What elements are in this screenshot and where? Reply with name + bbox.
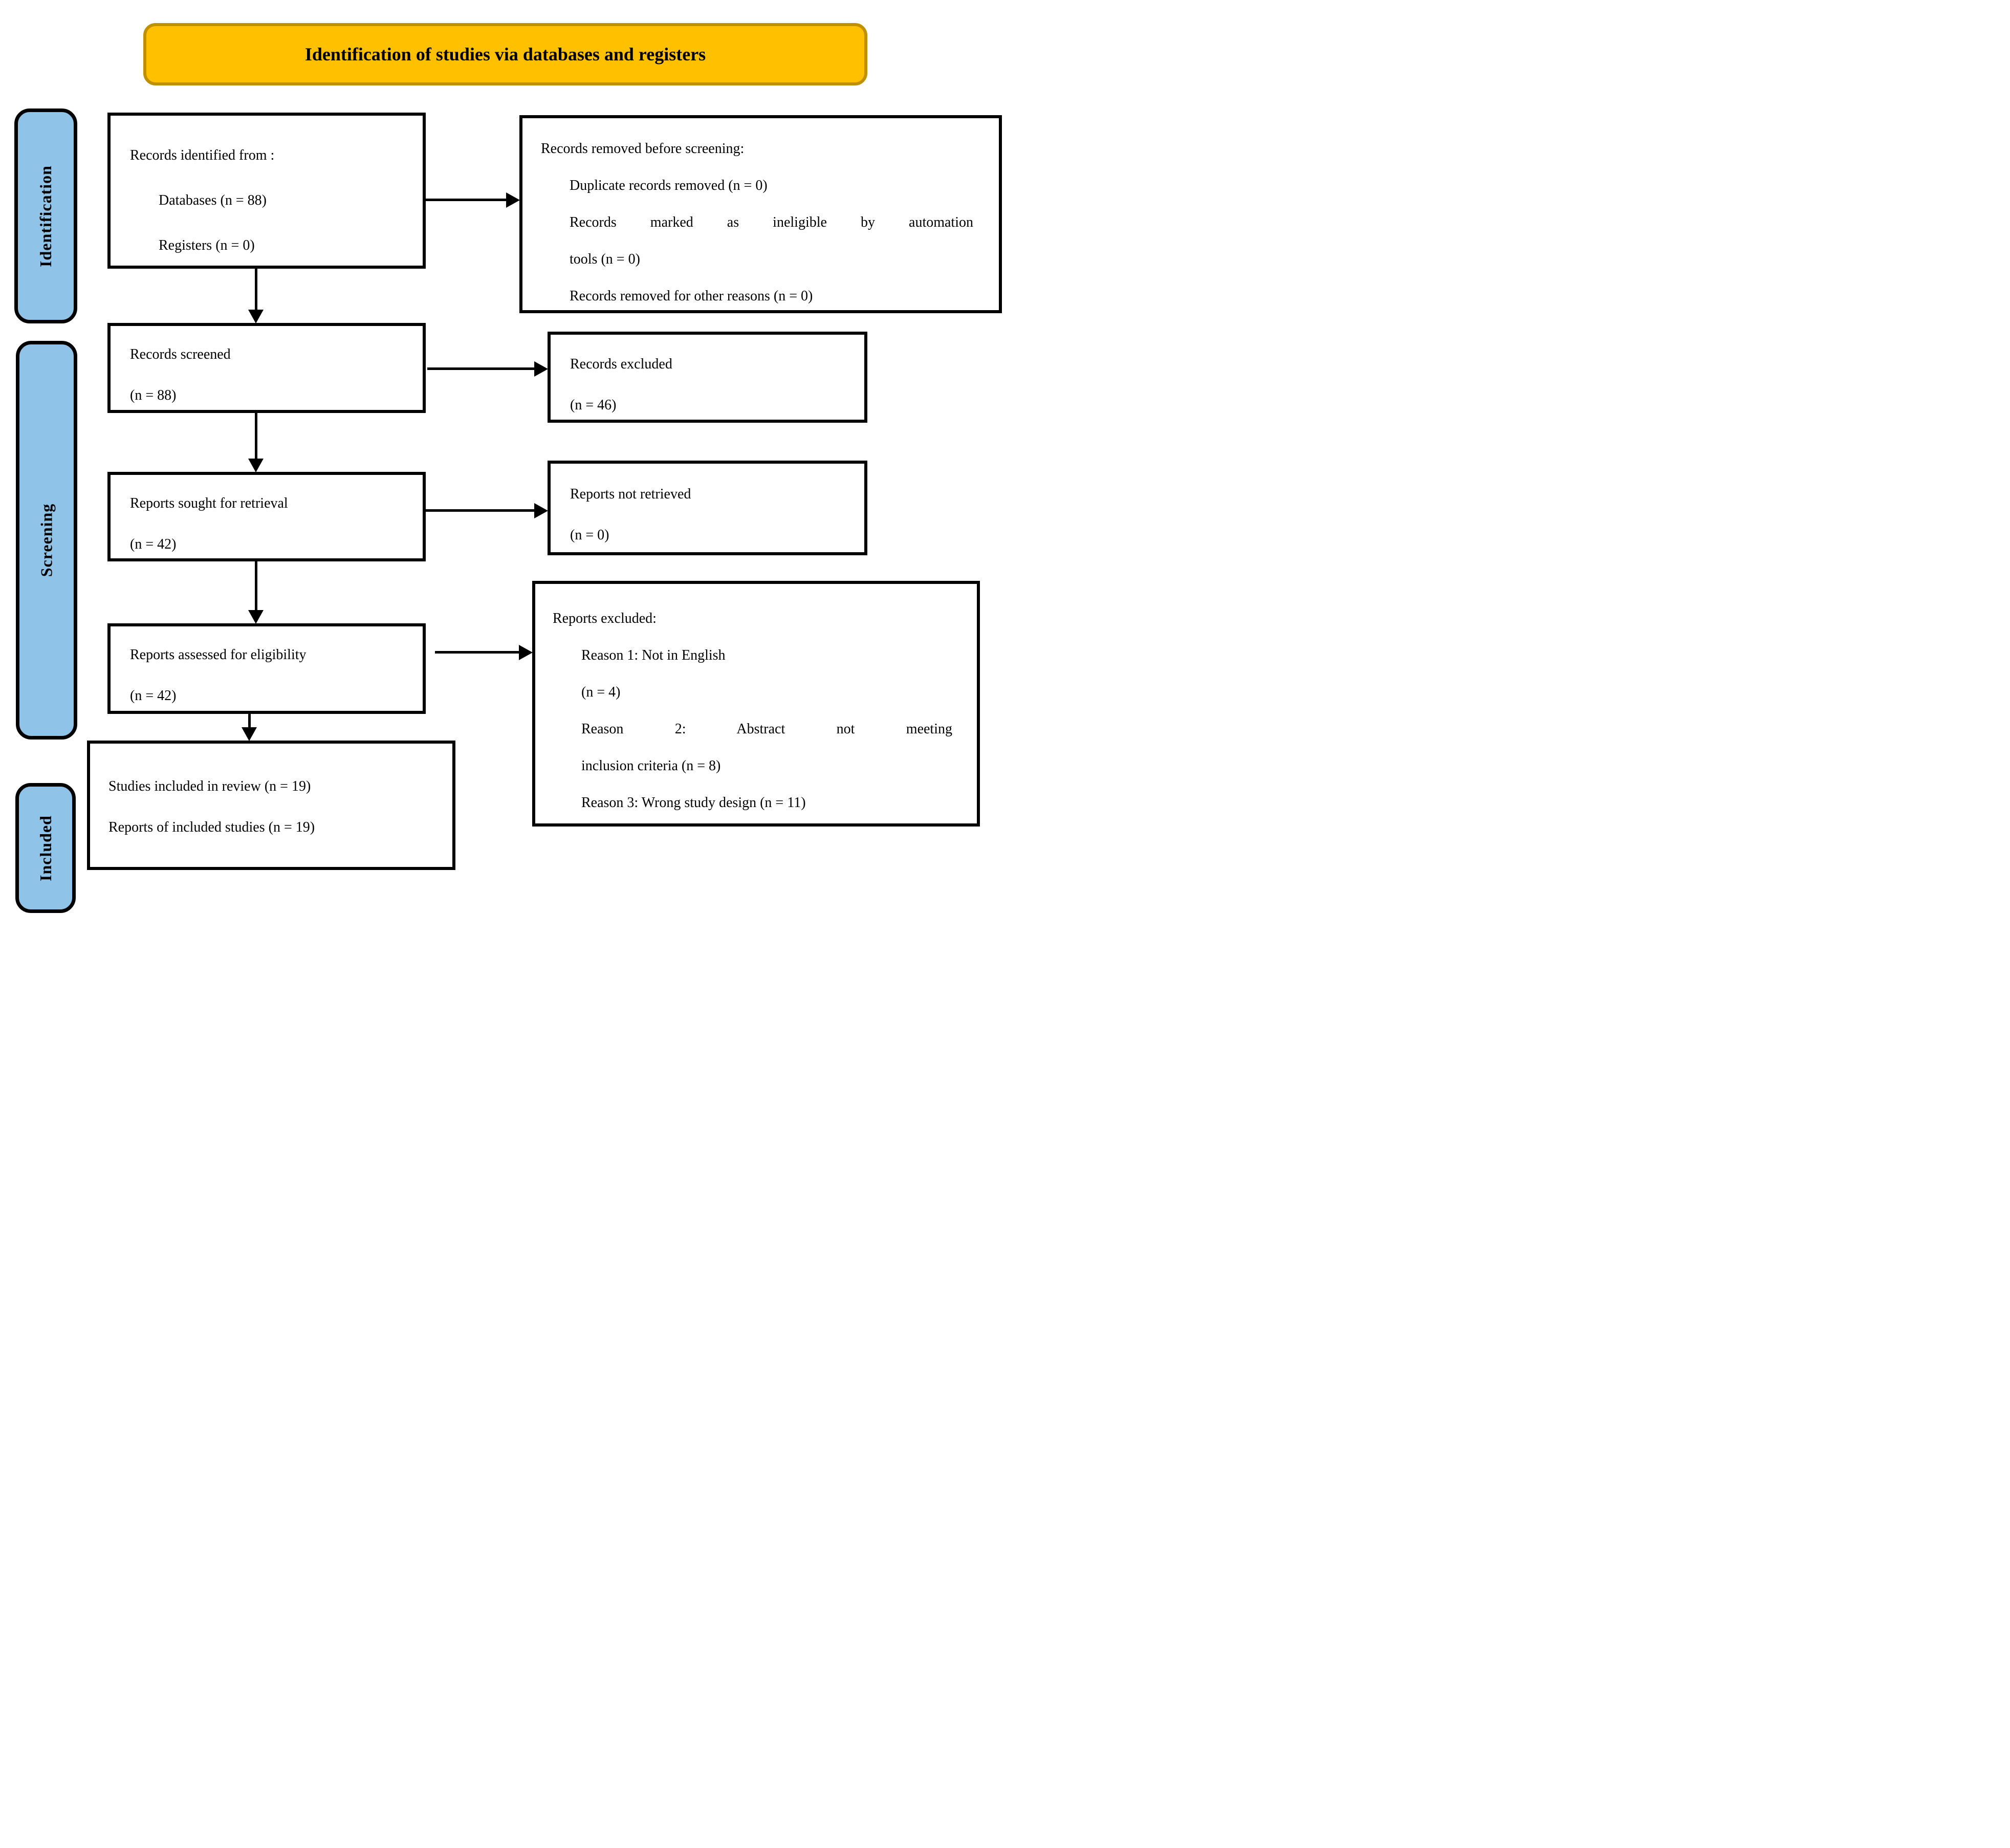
records-excluded-box: [548, 332, 867, 423]
stage-label-included-text: Included: [36, 815, 55, 881]
diagram-title: Identification of studies via databases and registers: [304, 44, 706, 64]
arrow-screened-to-sought-line: [255, 413, 257, 459]
box-line: Records removed before screening:: [541, 141, 745, 157]
stage-label-identification: [14, 108, 77, 323]
arrow-assessed-to-included-line: [248, 714, 251, 727]
arrow-assessed-to-included-head: [242, 727, 257, 741]
records-screened-box: [107, 323, 426, 413]
box-line: Reports excluded:: [553, 611, 657, 626]
arrow-screened-to-sought-head: [248, 459, 264, 472]
prisma-flow-diagram: [0, 0, 1005, 924]
box-line: Reason 2: Abstract not meeting: [581, 721, 952, 737]
box-line: (n = 4): [581, 684, 621, 700]
box-line: Records excluded: [570, 356, 672, 372]
box-line: Reports of included studies (n = 19): [108, 819, 315, 835]
box-line: (n = 42): [130, 688, 177, 704]
arrow-identified-to-screened-head: [248, 310, 264, 323]
arrow-sought-to-not-retrieved-head: [534, 503, 548, 518]
box-line: (n = 42): [130, 536, 177, 552]
box-line: Duplicate records removed (n = 0): [570, 178, 768, 193]
box-line: Records identified from :: [130, 147, 275, 163]
reports-sought-box: [107, 472, 426, 561]
studies-included-box: [87, 741, 455, 870]
title-banner: [143, 23, 867, 85]
box-line: Databases (n = 88): [159, 192, 267, 208]
box-line: tools (n = 0): [570, 251, 640, 267]
box-line: Reason 1: Not in English: [581, 647, 726, 663]
stage-label-screening: [16, 341, 77, 740]
box-line: inclusion criteria (n = 8): [581, 758, 721, 774]
arrow-identified-to-screened-line: [255, 269, 257, 310]
box-line: Studies included in review (n = 19): [108, 778, 311, 794]
reports-excluded-box: [532, 581, 980, 827]
box-line: (n = 88): [130, 387, 177, 403]
arrow-assessed-to-excluded-line: [435, 651, 519, 654]
arrow-sought-to-not-retrieved-line: [426, 509, 534, 512]
arrow-identified-to-removed-line: [426, 199, 506, 201]
box-line: Records screened: [130, 346, 231, 362]
arrow-screened-to-excluded-line: [427, 367, 534, 370]
arrow-sought-to-assessed-line: [255, 561, 257, 610]
box-line: Records marked as ineligible by automation: [570, 214, 973, 230]
arrow-sought-to-assessed-head: [248, 610, 264, 624]
box-line: Registers (n = 0): [159, 237, 255, 253]
records-identified-box: [107, 113, 426, 269]
box-line: (n = 0): [570, 527, 609, 543]
box-line: Reports not retrieved: [570, 486, 691, 502]
box-line: Records removed for other reasons (n = 0): [570, 288, 813, 304]
reports-assessed-box: [107, 623, 426, 714]
stage-label-screening-text: Screening: [37, 503, 56, 577]
arrow-identified-to-removed-head: [506, 192, 520, 208]
reports-not-retrieved-box: [548, 461, 867, 555]
arrow-screened-to-excluded-head: [534, 361, 548, 377]
box-line: Reports assessed for eligibility: [130, 647, 307, 663]
arrow-assessed-to-excluded-head: [519, 645, 533, 660]
stage-label-identification-text: Identification: [36, 165, 55, 267]
box-line: (n = 46): [570, 397, 617, 413]
records-removed-box: [519, 115, 1002, 313]
box-line: Reports sought for retrieval: [130, 495, 288, 511]
stage-label-included: [15, 783, 76, 913]
box-line: Reason 3: Wrong study design (n = 11): [581, 795, 806, 811]
